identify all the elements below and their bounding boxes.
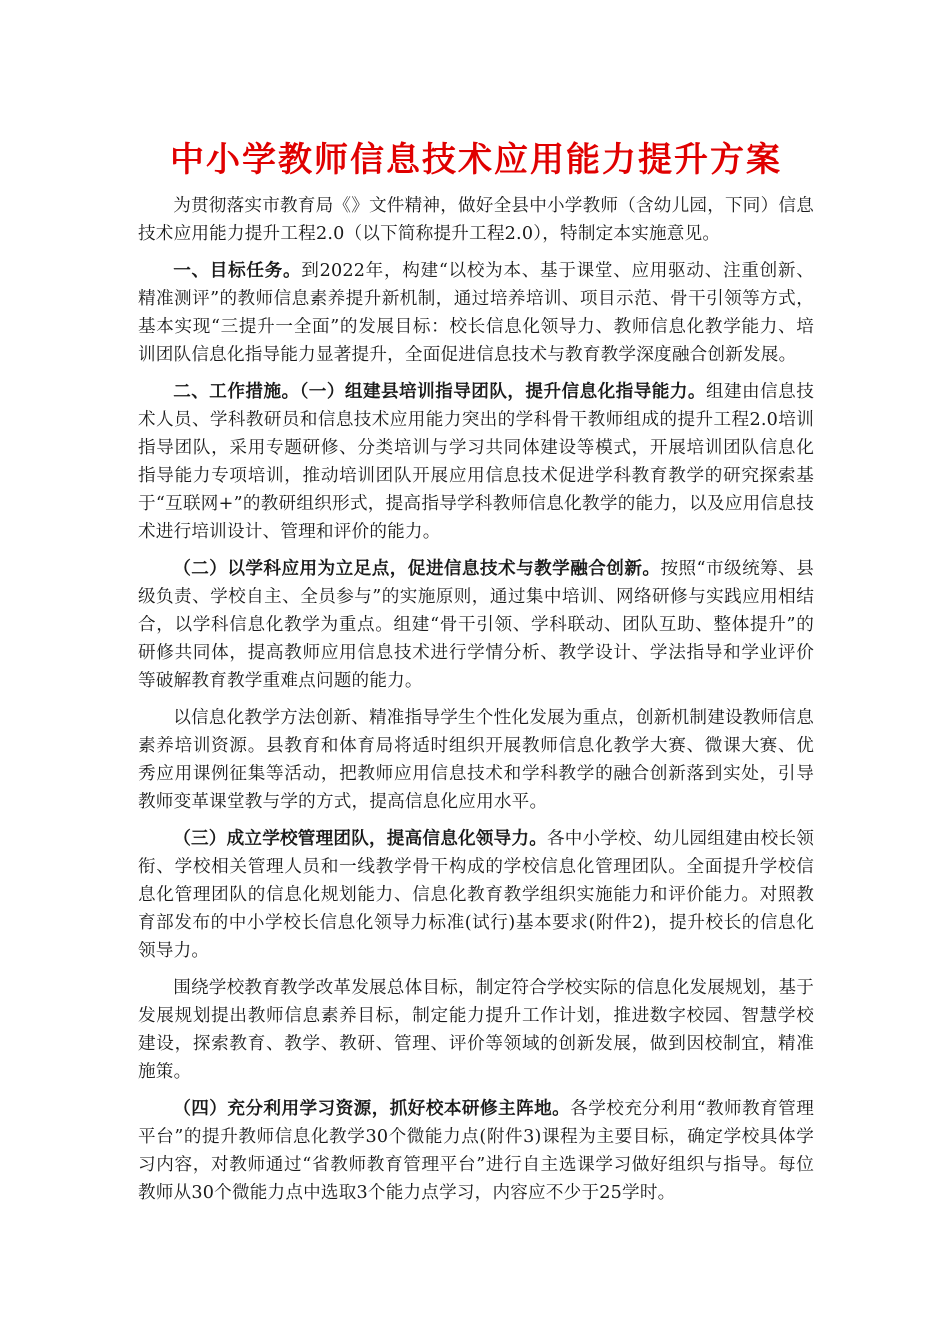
document-page — [138, 138, 814, 1216]
section-heading: 二、工作措施。（一）组建县培训指导团队，提升信息化指导能力。 — [173, 381, 706, 402]
paragraph-text: 按照“市级统筹、县级负责、学校自主、全员参与”的实施原则，通过集中培训、网络研修与实践应用相结合，以学科信息化教学为重点。组建“骨干引领、学科联动、团队互助、整体提升”的研修共同体，提高教师应用信息技术进行学情分析、教学设计、学法指导和学业评价等破解教育教学重难点问题的能力。 — [138, 559, 815, 691]
section-heading: （四）充分利用学习资源，抓好校本研修主阵地。 — [173, 1098, 571, 1119]
paragraph-intro — [138, 192, 814, 248]
paragraph-measure-4 — [138, 1095, 814, 1207]
paragraph-text: 围绕学校教育教学改革发展总体目标，制定符合学校实际的信息化发展规划，基于发展规划提出教师信息素养目标，制定能力提升工作计划，推进数字校园、智慧学校建设，探索教育、教学、教研、管理、评价等领域的创新发展，做到因校制宜，精准施策。 — [138, 978, 814, 1082]
document-title: 中小学教师信息技术应用能力提升方案 — [170, 140, 782, 180]
paragraph-measure-2 — [138, 555, 814, 695]
section-heading: （二）以学科应用为立足点，促进信息技术与教学融合创新。 — [173, 558, 661, 579]
paragraph-goals — [138, 257, 814, 369]
paragraph-text: 各学校充分利用“教师教育管理平台”的提升教师信息化教学30个微能力点(附件3)课程为主要目标，确定学校具体学习内容，对教师通过“省教师教育管理平台”进行自主选课学习做好组织与指导。每位教师从30个微能力点中选取3个能力点学习，内容应不少于25学时。 — [138, 1099, 814, 1203]
paragraph-text: 到2022年，构建“以校为本、基于课堂、应用驱动、注重创新、精准测评”的教师信息素养提升新机制，通过培养培训、项目示范、骨干引领等方式，基本实现“三提升一全面”的发展目标：校长信息化领导力、教师信息化教学能力、培训团队信息化指导能力显著提升，全面促进信息技术与教育教学深度融合创新发展。 — [138, 261, 814, 365]
section-heading: （三）成立学校管理团队，提高信息化领导力。 — [173, 828, 547, 849]
paragraph-text: 以信息化教学方法创新、精准指导学生个性化发展为重点，创新机制建设教师信息素养培训资源。县教育和体育局将适时组织开展教师信息化教学大赛、微课大赛、优秀应用课例征集等活动，把教师应用信息技术和学科教学的融合创新落到实处，引导教师变革课堂教与学的方式，提高信息化应用水平。 — [138, 708, 814, 812]
paragraph-text: 各中小学校、幼儿园组建由校长领衔、学校相关管理人员和一线教学骨干构成的学校信息化管理团队。全面提升学校信息化管理团队的信息化规划能力、信息化教育教学组织实施能力和评价能力。对照教育部发布的中小学校长信息化领导力标准(试行)基本要求(附件2)，提升校长的信息化领导力。 — [138, 829, 814, 961]
paragraph-measure-3 — [138, 825, 814, 965]
section-heading: 一、目标任务。 — [173, 260, 302, 281]
paragraph-measure-1 — [138, 378, 814, 546]
paragraph-text: 为贯彻落实市教育局《》文件精神，做好全县中小学教师（含幼儿园，下同）信息技术应用能力提升工程2.0（以下简称提升工程2.0），特制定本实施意见。 — [138, 196, 814, 244]
paragraph-text: 组建由信息技术人员、学科教研员和信息技术应用能力突出的学科骨干教师组成的提升工程2.0培训指导团队，采用专题研修、分类培训与学习共同体建设等模式，开展培训团队信息化指导能力专项培训，推动培训团队开展应用信息技术促进学科教育教学的研究探索基于“互联网+”的教研组织形式，提高指导学科教师信息化教学的能力，以及应用信息技术进行培训设计、管理和评价的能力。 — [138, 382, 815, 542]
paragraph-measure-3-continued — [138, 974, 814, 1086]
paragraph-measure-2-continued — [138, 704, 814, 816]
